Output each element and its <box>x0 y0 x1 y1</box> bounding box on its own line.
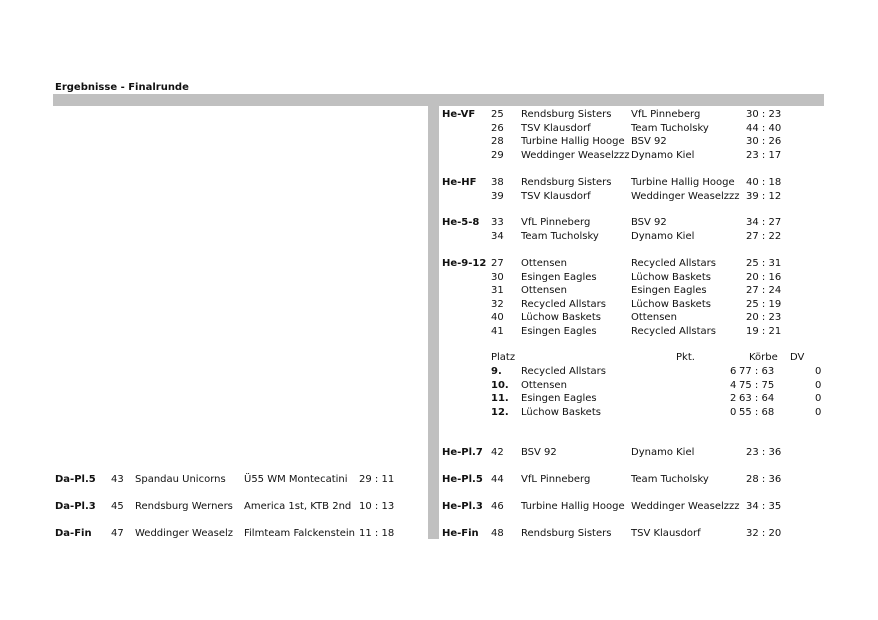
game-number: 30 <box>491 271 504 283</box>
game-number: 38 <box>491 177 504 188</box>
game-number: 45 <box>111 501 124 512</box>
standings-place: 10. <box>491 379 509 391</box>
home-team: VfL Pinneberg <box>521 474 591 485</box>
game-number: 41 <box>491 325 504 337</box>
home-team: Turbine Hallig Hooge <box>521 136 625 147</box>
game-number: 44 <box>491 474 504 485</box>
game-number: 48 <box>491 528 504 539</box>
game-score: 44 : 40 <box>746 122 782 134</box>
game-number: 31 <box>491 285 504 296</box>
column-divider <box>428 106 439 539</box>
away-team: Team Tucholsky <box>631 122 709 134</box>
away-team: Weddinger Weaselzzz <box>631 190 740 202</box>
standings-header-koerbe: Körbe <box>749 352 778 363</box>
game-score: 23 : 36 <box>746 447 782 458</box>
away-team: Filmteam Falckenstein <box>244 528 356 539</box>
placement-label: He-Pl.7 <box>442 447 483 458</box>
standings-header-pkt: Pkt. <box>676 352 695 363</box>
placement-label: He-Fin <box>442 528 479 539</box>
game-score: 20 : 23 <box>746 312 782 323</box>
home-team: Rendsburg Sisters <box>521 528 612 539</box>
away-team: Dynamo Kiel <box>631 447 695 458</box>
game-number: 40 <box>491 312 504 323</box>
game-score: 27 : 24 <box>746 285 782 296</box>
game-number: 27 <box>491 258 504 269</box>
round-label-he-hf: He-HF <box>442 177 477 188</box>
placement-label: Da-Pl.3 <box>55 501 96 512</box>
home-team: Rendsburg Sisters <box>521 109 612 120</box>
game-number: 43 <box>111 474 124 485</box>
home-team: Weddinger Weaselzzz <box>521 149 630 161</box>
round-label-he-vf: He-VF <box>442 109 476 120</box>
game-number: 33 <box>491 217 504 228</box>
standings-baskets: 63 : 64 <box>739 393 775 404</box>
placement-label: Da-Pl.5 <box>55 474 96 485</box>
game-score: 25 : 19 <box>746 298 782 310</box>
standings-points: 0 <box>730 406 737 418</box>
away-team: BSV 92 <box>631 136 667 147</box>
standings-baskets: 77 : 63 <box>739 366 775 377</box>
away-team: Weddinger Weaselzzz <box>631 501 740 512</box>
game-score: 40 : 18 <box>746 177 782 188</box>
home-team: TSV Klausdorf <box>521 190 591 202</box>
game-number: 47 <box>111 528 124 539</box>
game-score: 10 : 13 <box>359 501 395 512</box>
away-team: Dynamo Kiel <box>631 230 695 242</box>
standings-header-platz: Platz <box>491 352 516 363</box>
standings-header-dv: DV <box>790 352 805 363</box>
away-team: America 1st, KTB 2nd <box>244 501 352 512</box>
away-team: Recycled Allstars <box>631 325 716 337</box>
game-score: 34 : 35 <box>746 501 782 512</box>
home-team: Esingen Eagles <box>521 325 597 337</box>
standings-team: Ottensen <box>521 379 567 391</box>
standings-points: 4 <box>730 379 737 391</box>
home-team: VfL Pinneberg <box>521 217 591 228</box>
away-team: VfL Pinneberg <box>631 109 701 120</box>
game-number: 39 <box>491 190 504 202</box>
home-team: TSV Klausdorf <box>521 122 591 134</box>
game-score: 23 : 17 <box>746 149 782 161</box>
game-score: 20 : 16 <box>746 271 782 283</box>
game-number: 46 <box>491 501 504 512</box>
game-score: 39 : 12 <box>746 190 782 202</box>
placement-label: He-Pl.3 <box>442 501 483 512</box>
standings-baskets: 75 : 75 <box>739 379 775 391</box>
game-score: 11 : 18 <box>359 528 395 539</box>
placement-label: He-Pl.5 <box>442 474 483 485</box>
home-team: Turbine Hallig Hooge <box>521 501 625 512</box>
placement-label: Da-Fin <box>55 528 92 539</box>
game-number: 25 <box>491 109 504 120</box>
standings-place: 9. <box>491 366 502 377</box>
game-score: 28 : 36 <box>746 474 782 485</box>
game-score: 29 : 11 <box>359 474 395 485</box>
away-team: Turbine Hallig Hooge <box>631 177 735 188</box>
standings-team: Lüchow Baskets <box>521 406 601 418</box>
game-score: 32 : 20 <box>746 528 782 539</box>
standings-points: 6 <box>730 366 737 377</box>
game-score: 34 : 27 <box>746 217 782 228</box>
away-team: Ü55 WM Montecatini <box>244 474 348 485</box>
home-team: Recycled Allstars <box>521 298 606 310</box>
standings-dv: 0 <box>815 366 822 377</box>
home-team: Esingen Eagles <box>521 271 597 283</box>
away-team: Recycled Allstars <box>631 258 716 269</box>
away-team: BSV 92 <box>631 217 667 228</box>
standings-dv: 0 <box>815 379 822 391</box>
standings-place: 12. <box>491 406 509 418</box>
away-team: TSV Klausdorf <box>631 528 701 539</box>
standings-baskets: 55 : 68 <box>739 406 775 418</box>
game-score: 19 : 21 <box>746 325 782 337</box>
standings-place: 11. <box>491 393 509 404</box>
game-number: 29 <box>491 149 504 161</box>
home-team: Lüchow Baskets <box>521 312 601 323</box>
game-number: 42 <box>491 447 504 458</box>
game-number: 34 <box>491 230 504 242</box>
home-team: Spandau Unicorns <box>135 474 226 485</box>
home-team: Weddinger Weaselz <box>135 528 234 539</box>
round-label-he-9-12: He-9-12 <box>442 258 487 269</box>
home-team: BSV 92 <box>521 447 557 458</box>
standings-dv: 0 <box>815 406 822 418</box>
away-team: Lüchow Baskets <box>631 271 711 283</box>
away-team: Team Tucholsky <box>631 474 709 485</box>
standings-points: 2 <box>730 393 737 404</box>
game-number: 32 <box>491 298 504 310</box>
header-bar <box>53 94 824 106</box>
away-team: Esingen Eagles <box>631 285 707 296</box>
standings-team: Recycled Allstars <box>521 366 606 377</box>
round-label-he-5-8: He-5-8 <box>442 217 480 228</box>
game-number: 26 <box>491 122 504 134</box>
page-title: Ergebnisse - Finalrunde <box>55 82 189 93</box>
game-score: 27 : 22 <box>746 230 782 242</box>
home-team: Rendsburg Werners <box>135 501 233 512</box>
game-number: 28 <box>491 136 504 147</box>
game-score: 25 : 31 <box>746 258 782 269</box>
standings-dv: 0 <box>815 393 822 404</box>
game-score: 30 : 26 <box>746 136 782 147</box>
game-score: 30 : 23 <box>746 109 782 120</box>
standings-team: Esingen Eagles <box>521 393 597 404</box>
away-team: Lüchow Baskets <box>631 298 711 310</box>
away-team: Ottensen <box>631 312 677 323</box>
home-team: Ottensen <box>521 258 567 269</box>
away-team: Dynamo Kiel <box>631 149 695 161</box>
home-team: Rendsburg Sisters <box>521 177 612 188</box>
home-team: Team Tucholsky <box>521 230 599 242</box>
home-team: Ottensen <box>521 285 567 296</box>
